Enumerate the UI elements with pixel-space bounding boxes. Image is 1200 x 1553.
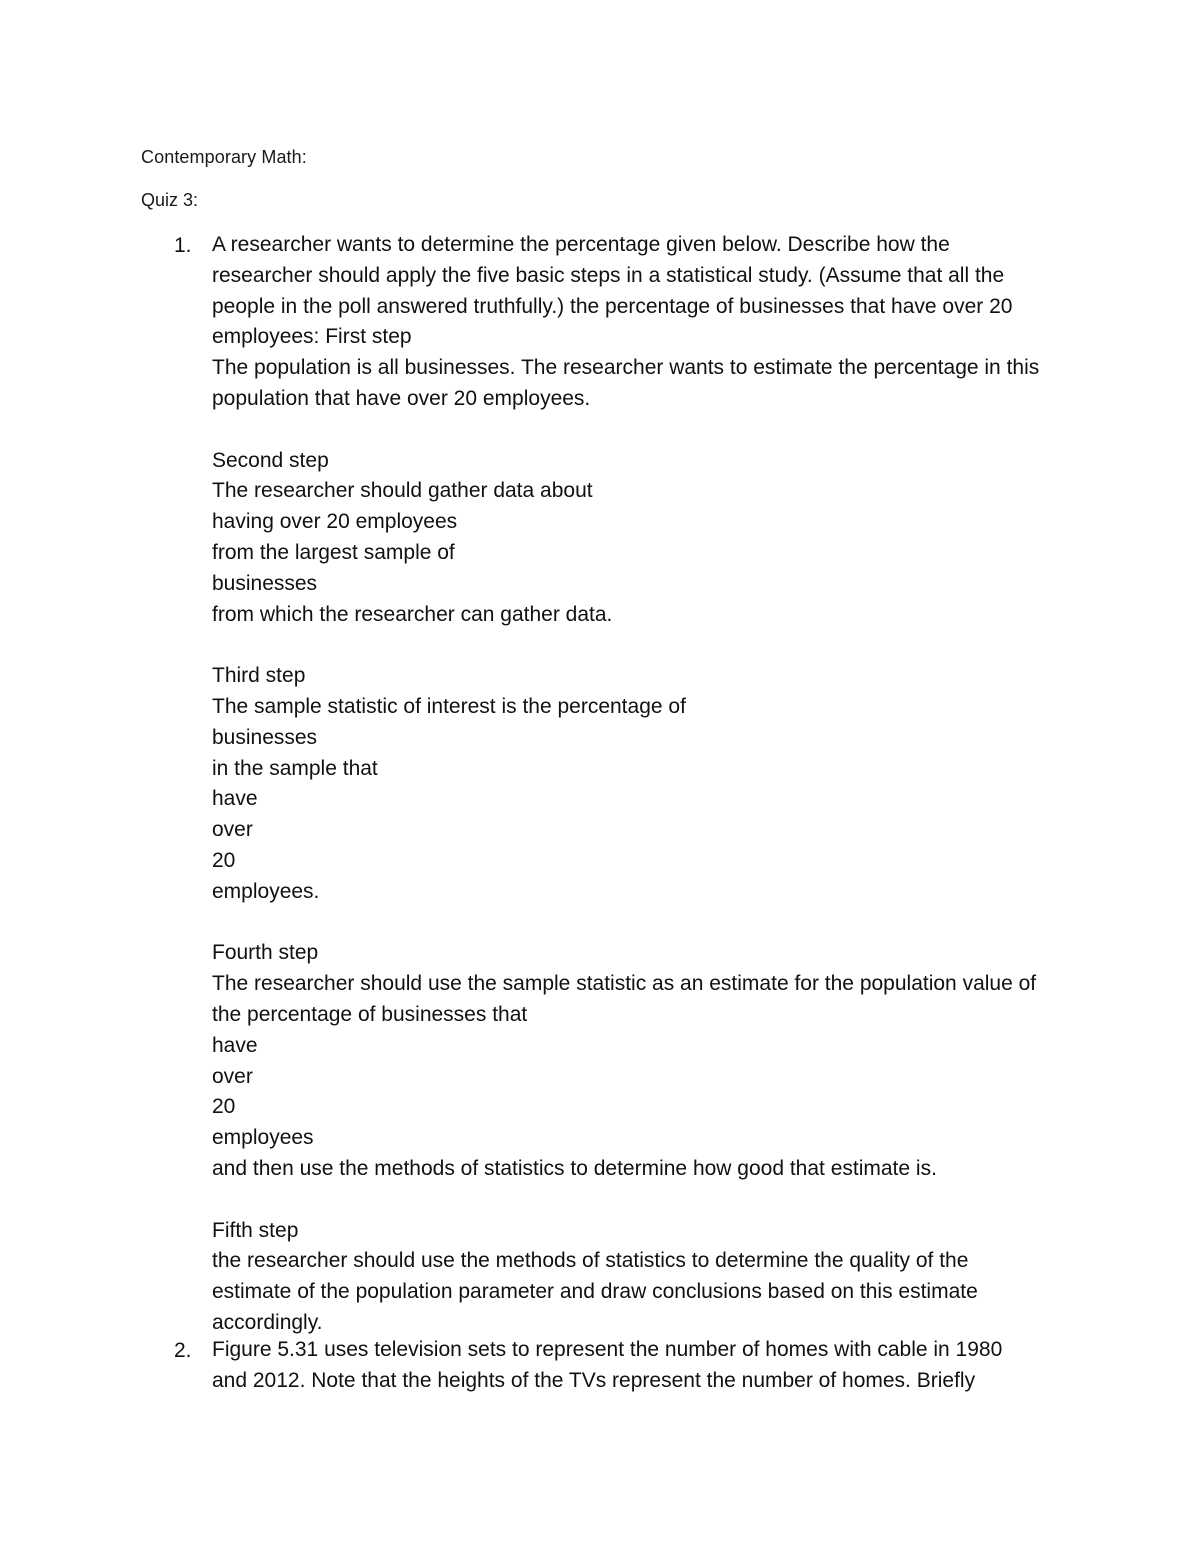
step-text-line: employees xyxy=(212,1126,314,1150)
step-text-line: the percentage of businesses that xyxy=(212,1002,528,1026)
step-text-line: 20 xyxy=(212,1095,236,1119)
step-text-line: businesses xyxy=(212,725,318,749)
step-text-line: 20 xyxy=(212,848,236,872)
step-text-line: The researcher should use the sample statistic as an estimate for the population value of xyxy=(212,972,1037,996)
question-number: 1. xyxy=(174,234,192,257)
question-prompt-line: A researcher wants to determine the percentage given below. Describe how the xyxy=(212,233,950,256)
paragraph-spacer xyxy=(212,908,1072,939)
step-second xyxy=(212,446,1072,631)
step-text-line: from which the researcher can gather data. xyxy=(212,602,613,626)
paragraph-spacer xyxy=(212,415,1072,446)
document-title: Contemporary Math: xyxy=(141,147,307,167)
question-body xyxy=(212,1335,1072,1397)
step-text-line: The researcher should gather data about xyxy=(212,479,593,503)
question-prompt-line: employees: First step xyxy=(212,325,412,349)
step-text-line: and then use the methods of statistics to determine how good that estimate is. xyxy=(212,1156,937,1180)
paragraph-spacer xyxy=(212,630,1072,661)
question-prompt-line: and 2012. Note that the heights of the TVs represent the number of homes. Briefly xyxy=(212,1368,976,1392)
question-prompt-line: Figure 5.31 uses television sets to represent the number of homes with cable in 1980 xyxy=(212,1338,1003,1361)
question-body xyxy=(212,230,1072,1339)
step-fifth xyxy=(212,1216,1072,1339)
step-text-line: have xyxy=(212,787,258,811)
step-text-line: businesses xyxy=(212,571,318,595)
step-heading: Second step xyxy=(212,448,329,472)
step-text-line: have xyxy=(212,1033,258,1057)
step-text-line: population that have over 20 employees. xyxy=(212,386,591,410)
step-fourth xyxy=(212,938,1072,1184)
step-text-line: in the sample that xyxy=(212,756,378,780)
question-prompt-line: people in the poll answered truthfully.) the percentage of businesses that have over 20 xyxy=(212,294,1013,318)
step-third xyxy=(212,661,1072,907)
step-text-line: over xyxy=(212,1064,253,1088)
step-text-line: the researcher should use the methods of statistics to determine the quality of the xyxy=(212,1249,969,1273)
paragraph-spacer xyxy=(212,1185,1072,1216)
step-text-line: over xyxy=(212,818,253,842)
question-prompt-line: researcher should apply the five basic steps in a statistical study. (Assume that all the xyxy=(212,263,1005,287)
step-text-line: The population is all businesses. The researcher wants to estimate the percentage in this xyxy=(212,356,1040,380)
step-text-line: accordingly. xyxy=(212,1310,323,1334)
step-heading: Third step xyxy=(212,664,306,688)
step-text-line: The sample statistic of interest is the percentage of xyxy=(212,694,686,718)
step-text-line: having over 20 employees xyxy=(212,510,458,534)
question-number: 2. xyxy=(174,1339,192,1362)
quiz-heading: Quiz 3: xyxy=(141,190,199,210)
step-heading: Fifth step xyxy=(212,1218,299,1242)
step-heading: Fourth step xyxy=(212,941,319,965)
step-text-line: employees. xyxy=(212,879,320,903)
step-text-line: from the largest sample of xyxy=(212,540,455,564)
step-text-line: estimate of the population parameter and draw conclusions based on this estimate xyxy=(212,1280,978,1304)
step-first xyxy=(212,353,1072,415)
